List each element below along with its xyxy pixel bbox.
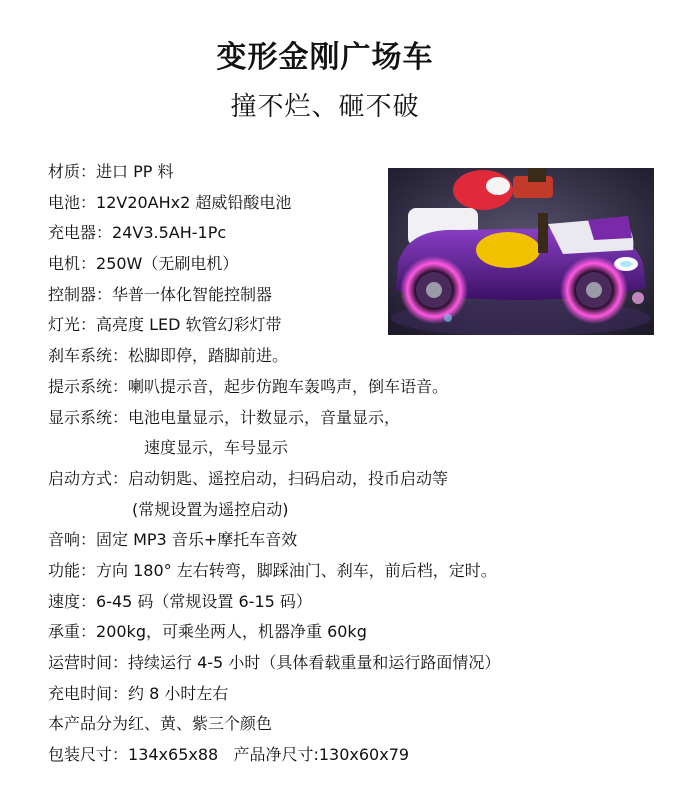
- spec-value: 松脚即停，踏脚前进。: [128, 346, 289, 366]
- purple-kiddie-ride-car-photo: [388, 168, 654, 335]
- spec-value: 固定 MP3 音乐+摩托车音效: [96, 530, 298, 550]
- spec-label: 功能：: [48, 560, 97, 580]
- spec-label: 速度：: [48, 591, 97, 611]
- spec-value: 本产品分为红、黄、紫三个颜色: [48, 714, 273, 734]
- spec-label: 充电器：: [48, 223, 113, 243]
- spec-value: 喇叭提示音，起步仿跑车轰鸣声，倒车语音。: [128, 376, 449, 396]
- spec-value: 24V3.5AH-1Pc: [112, 223, 227, 243]
- spec-value: (常规设置为遥控启动): [132, 499, 289, 519]
- spec-value: 250W（无刷电机）: [96, 254, 239, 274]
- spec-label: 承重：: [48, 622, 97, 642]
- spec-row-display-cont: [48, 438, 688, 458]
- spec-label: 充电时间：: [48, 683, 129, 703]
- spec-label: 运营时间：: [48, 653, 129, 672]
- spec-label: 显示系统：: [48, 407, 129, 427]
- spec-label: 音响：: [48, 530, 97, 550]
- spec-label: 电机：: [48, 254, 97, 274]
- spec-row-function: [48, 561, 688, 581]
- spec-label: 刹车系统：: [48, 346, 129, 366]
- spec-value: 华普一体化智能控制器: [112, 284, 273, 304]
- spec-value: 方向 180° 左右转弯，脚踩油门、刹车，前后档，定时。: [96, 560, 497, 580]
- spec-row-charge-time: [48, 684, 688, 704]
- spec-row-runtime: [48, 653, 688, 673]
- spec-row-audio: [48, 530, 688, 550]
- spec-row-start: [48, 469, 688, 489]
- spec-row-dimensions: [48, 745, 688, 765]
- spec-label: 包装尺寸：: [48, 745, 129, 765]
- spec-value: 高亮度 LED 软管幻彩灯带: [96, 315, 282, 335]
- spec-row-speed: [48, 592, 688, 612]
- product-photo: [388, 168, 654, 335]
- spec-value: 启动钥匙、遥控启动，扫码启动，投币启动等: [128, 468, 449, 488]
- spec-label: 启动方式：: [48, 468, 129, 488]
- spec-label: 灯光：: [48, 315, 97, 335]
- page-title: 变形金刚广场车: [216, 40, 434, 75]
- spec-row-display: [48, 408, 688, 428]
- spec-label: 电池：: [48, 192, 97, 212]
- spec-value: 电池电量显示，计数显示，音量显示，: [128, 407, 401, 427]
- spec-row-prompt: [48, 377, 688, 397]
- spec-row-start-note: [48, 500, 688, 520]
- spec-label: 材质：: [48, 162, 97, 181]
- spec-label: 提示系统：: [48, 376, 129, 396]
- spec-row-load: [48, 622, 688, 642]
- spec-value: 200kg，可乘坐两人，机器净重 60kg: [96, 622, 367, 642]
- spec-row-colors: [48, 714, 688, 734]
- spec-row-brake: [48, 346, 688, 366]
- page-subtitle: 撞不烂、砸不破: [230, 92, 420, 122]
- spec-value: 持续运行 4-5 小时（具体看载重量和运行路面情况）: [128, 653, 501, 672]
- spec-value: 速度显示，车号显示: [144, 438, 289, 458]
- spec-label: 控制器：: [48, 284, 113, 304]
- spec-value: 6-45 码（常规设置 6-15 码）: [96, 591, 312, 611]
- spec-value: 134x65x88 产品净尺寸:130x60x79: [128, 745, 410, 765]
- spec-value: 约 8 小时左右: [128, 683, 229, 703]
- spec-value: 进口 PP 料: [96, 162, 174, 181]
- spec-value: 12V20AHx2 超威铅酸电池: [96, 192, 292, 212]
